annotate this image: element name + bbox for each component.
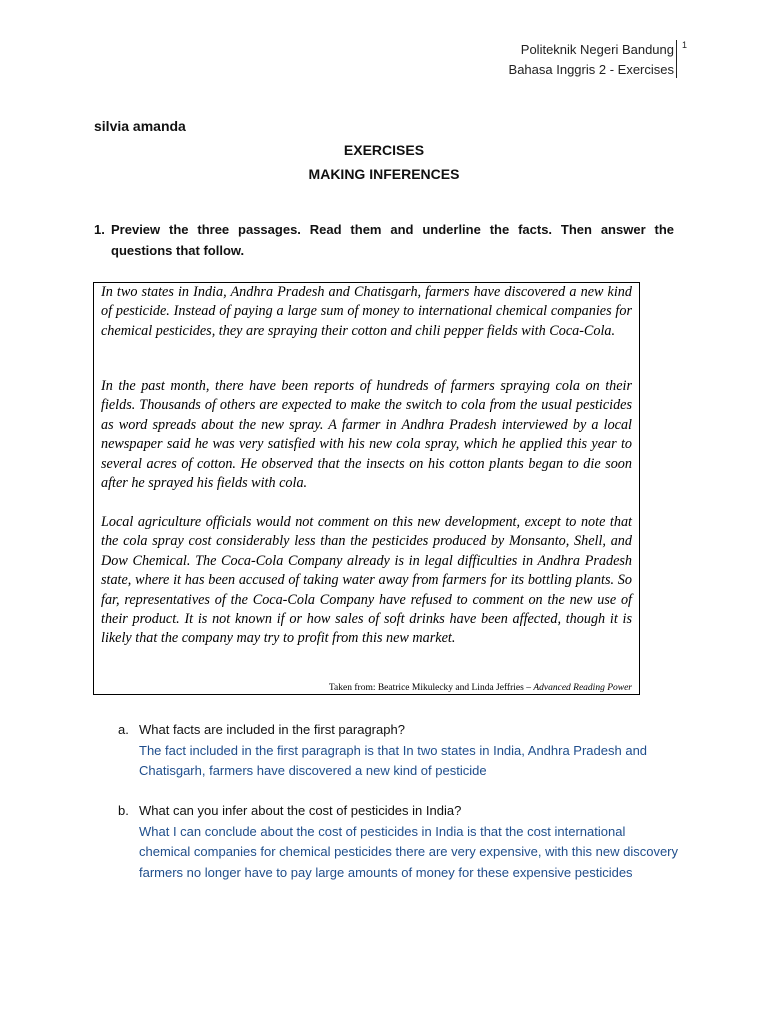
question-1-number: 1. [94,222,105,237]
question-1-text: Preview the three passages. Read them and underline the facts. Then answer the questions that follow. [111,222,674,258]
sub-question-letter: b. [118,803,129,818]
header-institution: Politeknik Negeri Bandung [520,42,674,57]
document-title: EXERCISES [343,142,425,158]
passage-paragraph: Local agriculture officials would not comment on this new development, except to note that the cola spray cost considerably less than the pesticides produced by Monsanto, Shell, and Dow Chemical. The Coca-Cola Company already is in legal difficulties in Andhra Pradesh state, where it has been accused of taking water away from farmers for its bottling plants. So far, representatives of the Coca-Cola Company have refused to comment on the new use of their product. It is not known if or how sales of soft drinks have been affected, though it is likely that the company may try to profit from this new market. [101,514,632,647]
sub-question-text: What facts are included in the first paragraph? [139,722,405,737]
source-book-title: Advanced Reading Power [533,683,632,693]
sub-question-text: What can you infer about the cost of pesticides in India? [139,803,462,818]
sub-question-letter: a. [118,722,129,737]
header-course: Bahasa Inggris 2 - Exercises [508,62,674,77]
sub-question-answer: The fact included in the first paragraph is that In two states in India, Andhra Pradesh and Chatisgarh, farmers have discovered a new kind of pesticide [139,742,648,778]
page-header [509,40,674,80]
source-prefix: Taken from: Beatrice Mikulecky and Linda Jeffries – [328,683,534,693]
reading-passage-box [93,282,640,695]
sub-question-answer: What I can conclude about the cost of pesticides in India is that the cost international chemical companies for chemical pesticides there are very expensive, with this new discovery farmers no longer have to pay large amounts of money for these expensive pesticides [139,823,679,880]
sub-question-a [118,720,678,782]
sub-question-b [118,801,678,883]
header-divider [676,40,677,78]
passage-source [329,683,632,693]
document-subtitle: MAKING INFERENCES [308,166,460,182]
passage-paragraph: In two states in India, Andhra Pradesh and Chatisgarh, farmers have discovered a new kind of pesticide. Instead of paying a large sum of money to international chemical companies for chemical pesticides, they are spraying their cotton and chili pepper fields with Coca-Cola. [101,284,632,339]
page-number: 1 [682,40,688,50]
passage-paragraph: In the past month, there have been reports of hundreds of farmers spraying cola on their fields. Thousands of others are expected to make the switch to cola from the usual pesticides as word spreads about the new spray. A farmer in Andhra Pradesh interviewed by a local newspaper said he was very satisfied with his new cola spray, which he applied this year to several acres of cotton. He observed that the insects on his cotton plants began to die soon after he sprayed his fields with cola. [101,378,632,492]
author-name: silvia amanda [94,118,186,134]
question-1 [94,219,674,261]
